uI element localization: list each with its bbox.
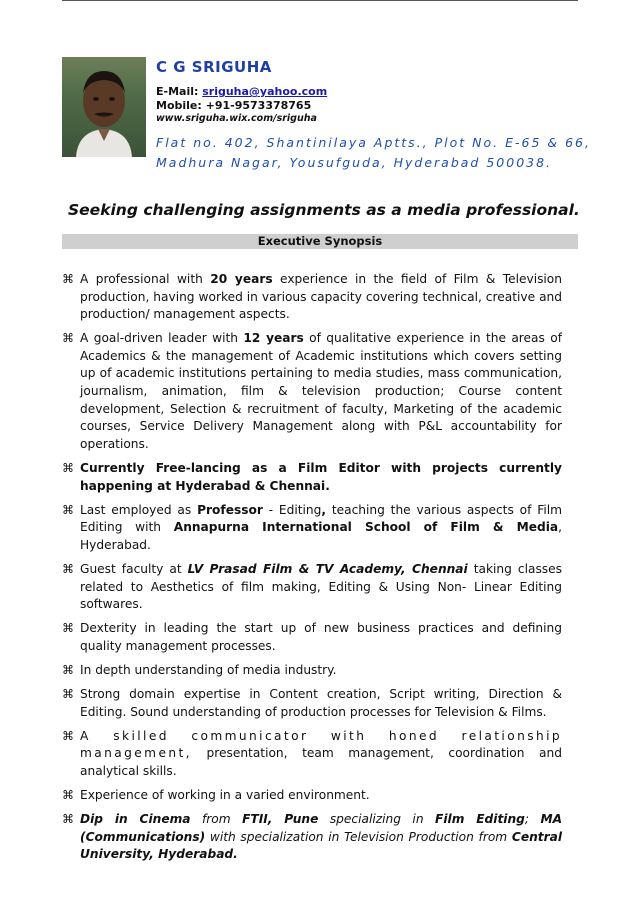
top-rule xyxy=(62,0,578,1)
list-item: ⌘ A skilled communicator with honed relationship management, presentation, team management, coordination and analytical skills. xyxy=(62,728,562,778)
mobile-line: Mobile: +91-9573378765 xyxy=(156,99,312,112)
command-key-icon: ⌘ xyxy=(62,502,74,517)
command-key-icon: ⌘ xyxy=(62,787,74,802)
list-item: ⌘ Experience of working in a varied environment. xyxy=(62,787,562,805)
list-item: ⌘ Dexterity in leading the start up of new business practices and defining quality management processes. xyxy=(62,621,562,653)
list-item: ⌘ Currently Free-lancing as a Film Editor with projects currently happening at Hyderabad & Chennai. xyxy=(62,460,562,493)
email-line xyxy=(156,85,327,98)
command-key-icon: ⌘ xyxy=(62,812,74,827)
section-title-bar: Executive Synopsis xyxy=(62,234,578,249)
candidate-name: C G SRIGUHA xyxy=(156,58,272,76)
email-label: E-Mail: xyxy=(156,85,203,98)
command-key-icon: ⌘ xyxy=(62,662,74,677)
command-key-icon: ⌘ xyxy=(62,460,74,475)
command-key-icon: ⌘ xyxy=(62,331,74,346)
synopsis-list xyxy=(62,271,562,870)
command-key-icon: ⌘ xyxy=(62,686,74,701)
list-item: ⌘ Dip in Cinema from FTII, Pune specializing in Film Editing; MA (Communications) with specialization in Television Production from Central University, Hyderabad. xyxy=(62,812,562,862)
list-item: ⌘ Last employed as Professor - Editing, teaching the various aspects of Film Editing with Annapurna International School of Film & Media, Hyderabad. xyxy=(62,502,562,552)
career-objective: Seeking challenging assignments as a media professional. xyxy=(68,201,580,219)
list-item: ⌘ In depth understanding of media industry. xyxy=(62,662,562,680)
profile-photo xyxy=(62,57,146,157)
command-key-icon: ⌘ xyxy=(62,272,74,286)
command-key-icon: ⌘ xyxy=(62,621,74,636)
address-line-2: Madhura Nagar, Yousufguda, Hyderabad 500038. xyxy=(156,155,553,170)
address-line-1: Flat no. 402, Shantinilaya Aptts., Plot No. E-65 & 66, xyxy=(156,135,591,150)
list-item: ⌘ Guest faculty at LV Prasad Film & TV Academy, Chennai taking classes related to Aesthetics of film making, Editing & Using Non- Linear Editing softwares. xyxy=(62,561,562,612)
list-item: ⌘ A goal-driven leader with 12 years of qualitative experience in the areas of Academics & the management of Academic institutions which covers setting up of academic institutions pertaining to media studies, mass communication, journalism, animation, film & television production; Course content development, Selection & recruitment of faculty, Marketing of the academic courses, Service Delivery Management along with P&L accountability for operations. xyxy=(62,331,562,451)
command-key-icon: ⌘ xyxy=(62,561,74,576)
list-item: ⌘ A professional with 20 years experience in the field of Film & Television production, having worked in various capacity covering technical, creative and production/ management aspects. xyxy=(62,272,562,322)
website-line: www.sriguha.wix.com/sriguha xyxy=(156,113,317,124)
command-key-icon: ⌘ xyxy=(62,728,74,743)
list-item: ⌘ Strong domain expertise in Content creation, Script writing, Direction & Editing. Sound understanding of production processes for Television & Films. xyxy=(62,686,562,719)
portrait-image xyxy=(62,57,146,157)
email-link[interactable]: sriguha@yahoo.com xyxy=(202,85,328,98)
